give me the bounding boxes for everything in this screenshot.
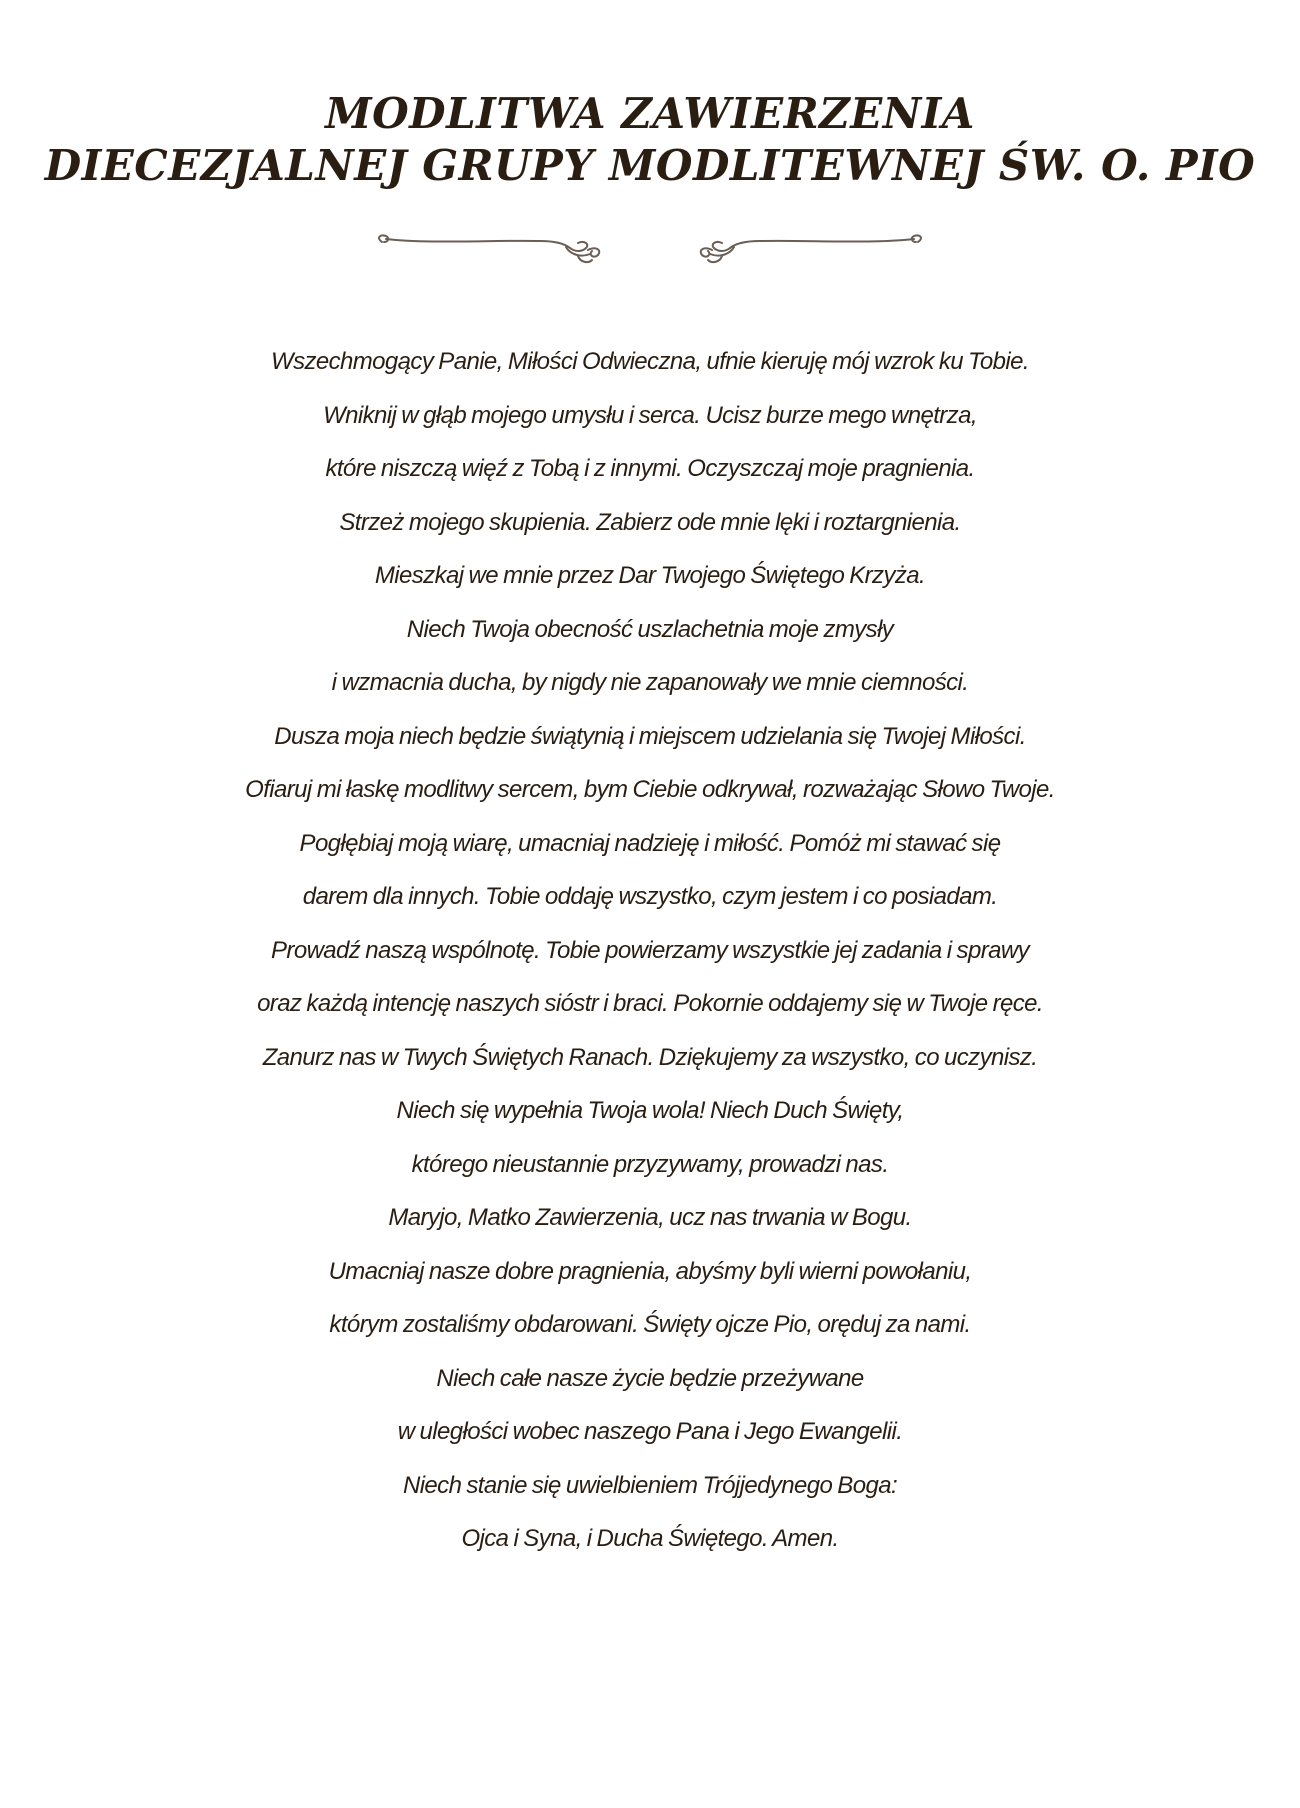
prayer-line: w uległości wobec naszego Pana i Jego Ewangelii. <box>397 1418 903 1445</box>
prayer-line: Niech stanie się uwielbieniem Trójjedynego Boga: <box>402 1471 898 1499</box>
prayer-line: Ojca i Syna, i Ducha Świętego. Amen. <box>461 1525 839 1552</box>
prayer-line: Zanurz nas w Twych Świętych Ranach. Dziękujemy za wszystko, co uczynisz. <box>262 1043 1038 1071</box>
prayer-line: Dusza moja niech będzie świątynią i miejscem udzielania się Twojej Miłości. <box>274 722 1026 750</box>
prayer-line: którym zostaliśmy obdarowani. Święty ojcze Pio, oręduj za nami. <box>329 1311 971 1338</box>
prayer-line: Pogłębiaj moją wiarę, umacniaj nadzieję i miłość. Pomóż mi stawać się <box>299 829 1001 857</box>
prayer-line: Maryjo, Matko Zawierzenia, ucz nas trwania w Bogu. <box>388 1204 912 1231</box>
prayer-line: darem dla innych. Tobie oddaję wszystko, czym jestem i co posiadam. <box>302 883 998 910</box>
prayer-line: Strzeż mojego skupienia. Zabierz ode mnie lęki i roztargnienia. <box>339 508 961 536</box>
prayer-line: Mieszkaj we mnie przez Dar Twojego Świętego Krzyża. <box>374 562 926 589</box>
prayer-line: Niech się wypełnia Twoja wola! Niech Duch Święty, <box>396 1097 904 1124</box>
prayer-line: Wniknij w głąb mojego umysłu i serca. Ucisz burze mego wnętrza, <box>323 401 977 429</box>
prayer-line: oraz każdą intencję naszych sióstr i braci. Pokornie oddajemy się w Twoje ręce. <box>257 990 1043 1017</box>
prayer-line: Niech Twoja obecność uszlachetnia moje zmysły <box>406 615 894 643</box>
page-title <box>0 88 1300 192</box>
title-line-1: MODLITWA ZAWIERZENIA <box>325 89 975 138</box>
prayer-line: Prowadź naszą wspólnotę. Tobie powierzamy wszystkie jej zadania i sprawy <box>271 936 1029 964</box>
prayer-line: które niszczą więź z Tobą i z innymi. Oczyszczaj moje pragnienia. <box>325 455 975 482</box>
flourish-divider-icon <box>370 222 930 272</box>
prayer-line: Wszechmogący Panie, Miłości Odwieczna, ufnie kieruję mój wzrok ku Tobie. <box>271 348 1029 375</box>
title-line-2: DIECEZJALNEJ GRUPY MODLITEWNEJ ŚW. O. PIO <box>44 141 1256 190</box>
prayer-text <box>0 335 1300 1566</box>
prayer-line: Niech całe nasze życie będzie przeżywane <box>436 1364 864 1392</box>
prayer-line: którego nieustannie przyzywamy, prowadzi nas. <box>411 1150 889 1178</box>
prayer-line: Ofiaruj mi łaskę modlitwy sercem, bym Ciebie odkrywał, rozważając Słowo Twoje. <box>245 776 1055 803</box>
prayer-line: i wzmacnia ducha, by nigdy nie zapanowały we mnie ciemności. <box>331 669 969 696</box>
prayer-line: Umacniaj nasze dobre pragnienia, abyśmy byli wierni powołaniu, <box>328 1257 972 1285</box>
